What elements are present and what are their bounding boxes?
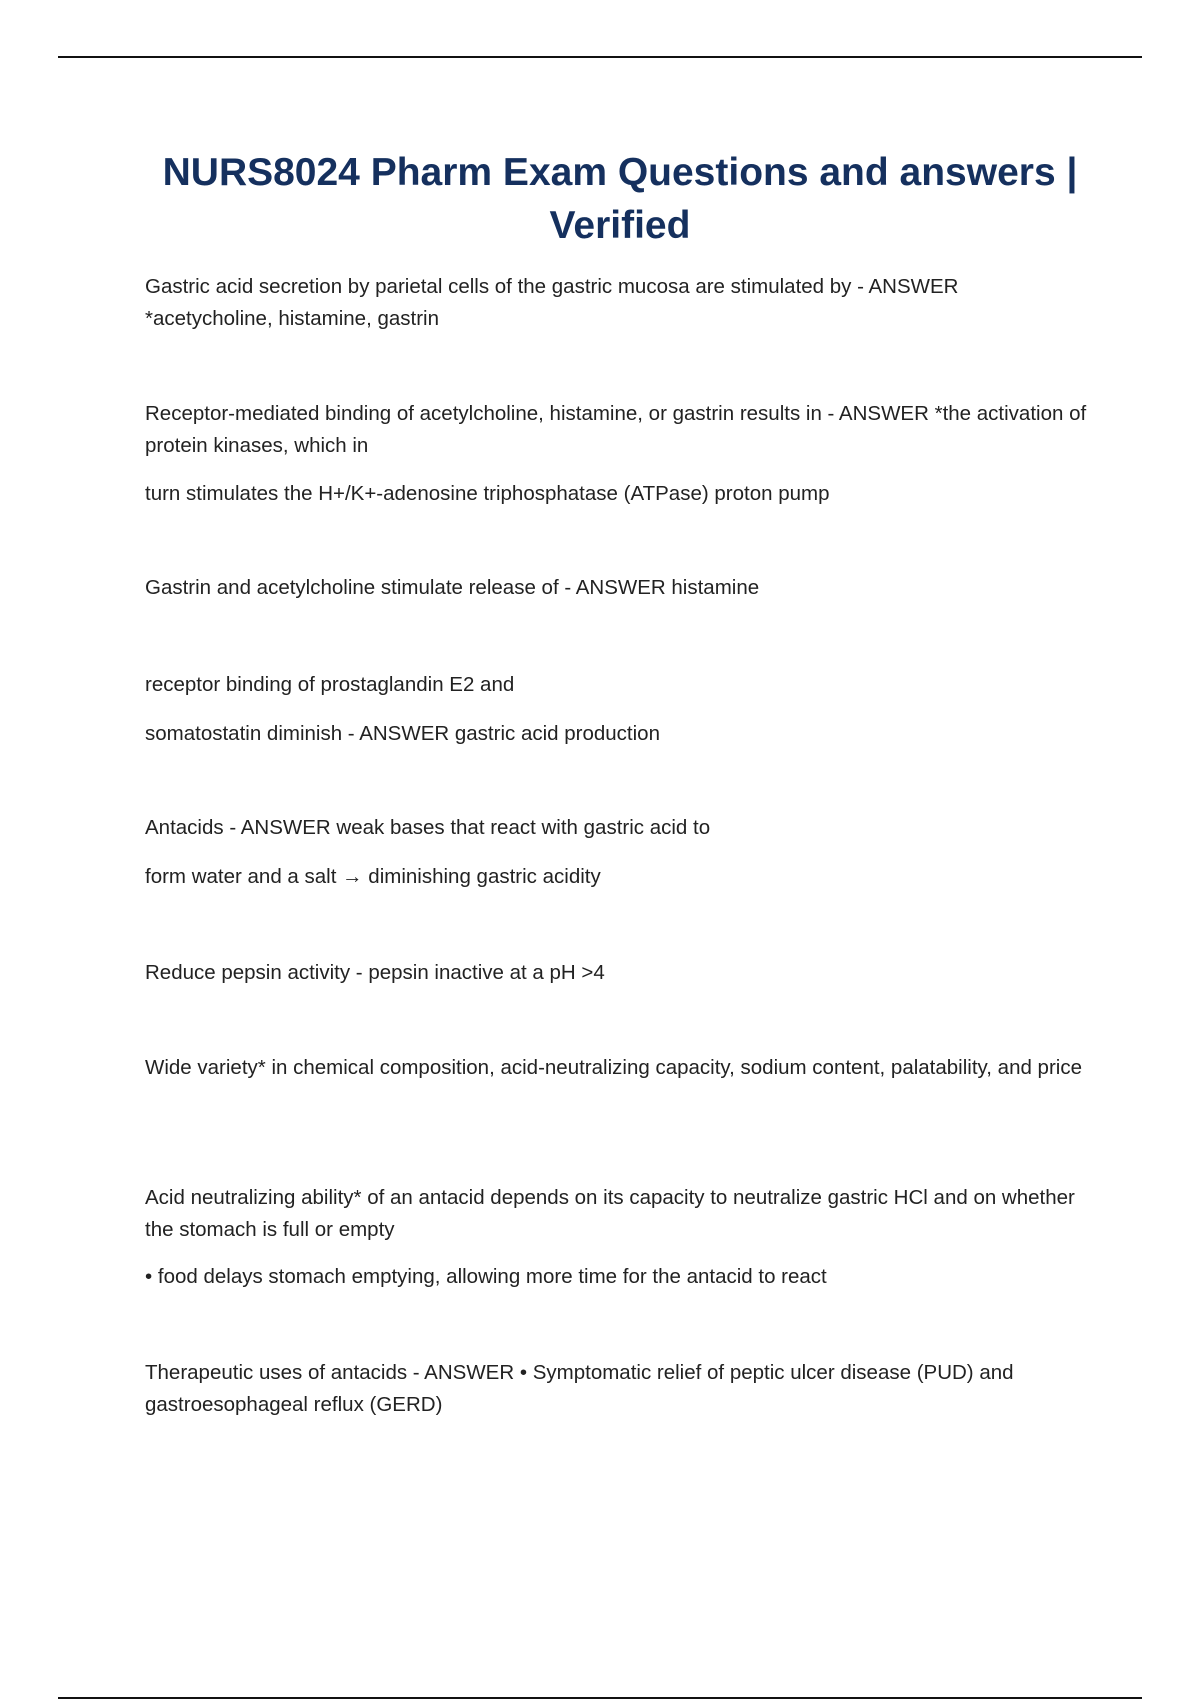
- paragraph-antacids: Antacids - ANSWER weak bases that react with gastric acid to: [145, 816, 711, 839]
- paragraph-acid-neutralizing-ability: Acid neutralizing ability* of an antacid depends on its capacity to neutralize gastric HCl and on whether the stomach is full or empty: [145, 1186, 1081, 1241]
- paragraph-water-and-salt: form water and a salt → diminishing gastric acidity: [145, 865, 601, 888]
- paragraph-receptor-mediated-binding: Receptor-mediated binding of acetylcholine, histamine, or gastrin results in - ANSWER *the activation of protein kinases, which in: [145, 402, 1092, 457]
- paragraph-therapeutic-uses: Therapeutic uses of antacids - ANSWER • Symptomatic relief of peptic ulcer disease (PUD) and gastroesophageal reflux (GERD): [145, 1361, 1020, 1416]
- paragraph-prostaglandin: receptor binding of prostaglandin E2 and: [145, 673, 515, 696]
- paragraph-gastric-acid-secretion: Gastric acid secretion by parietal cells of the gastric mucosa are stimulated by - ANSWER *acetycholine, histamine, gastrin: [145, 275, 965, 330]
- paragraph-histamine-release: Gastrin and acetylcholine stimulate release of - ANSWER histamine: [145, 576, 760, 599]
- paragraph-proton-pump: turn stimulates the H+/K+-adenosine triphosphatase (ATPase) proton pump: [145, 482, 830, 505]
- paragraph-food-delays-emptying: • food delays stomach emptying, allowing more time for the antacid to react: [145, 1265, 827, 1288]
- bottom-rule: [58, 1697, 1142, 1699]
- paragraph-pepsin-activity: Reduce pepsin activity - pepsin inactive at a pH >4: [145, 961, 605, 984]
- paragraph-wide-variety: Wide variety* in chemical composition, acid-neutralizing capacity, sodium content, palatability, and price: [145, 1056, 1082, 1079]
- top-rule: [58, 56, 1142, 58]
- document-title: NURS8024 Pharm Exam Questions and answers | Verified: [162, 151, 1078, 247]
- paragraph-somatostatin: somatostatin diminish - ANSWER gastric acid production: [145, 722, 660, 745]
